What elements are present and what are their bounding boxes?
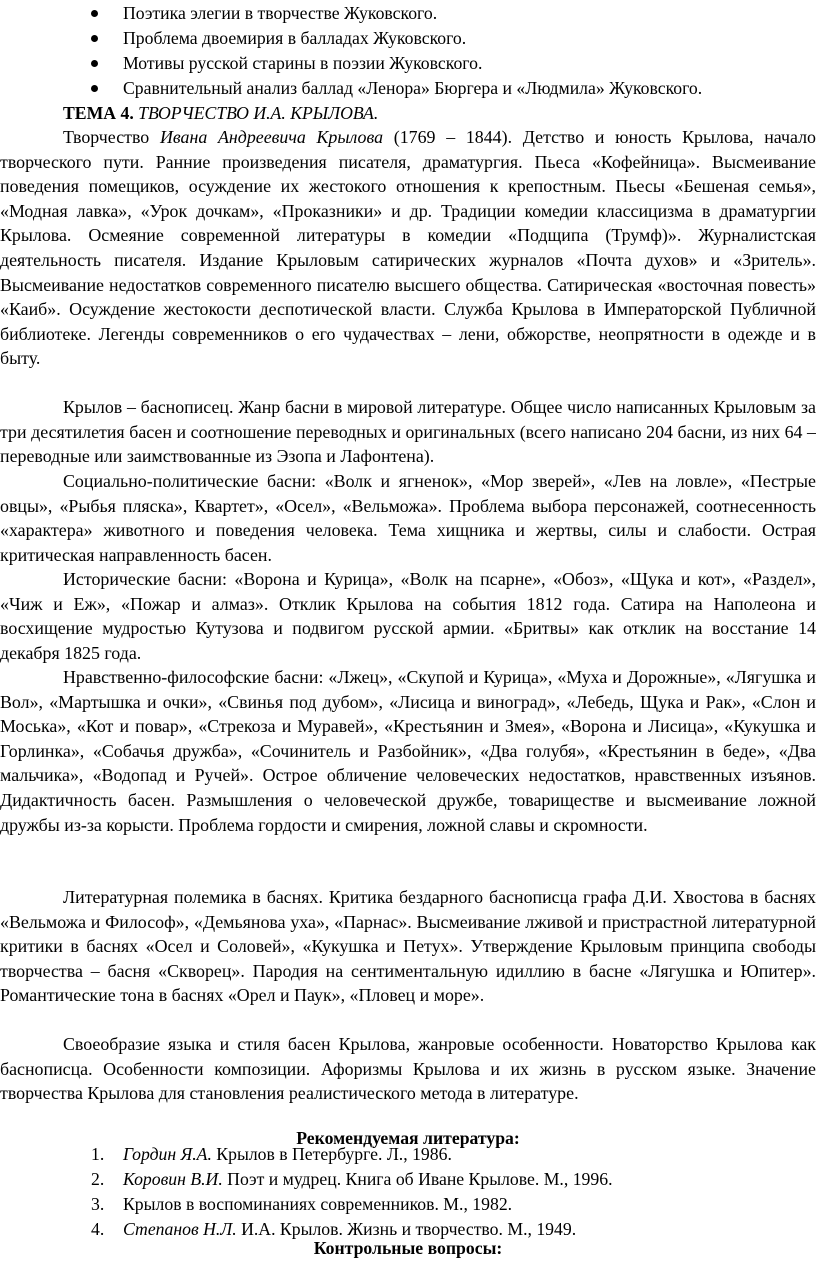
paragraph-biography xyxy=(0,125,816,371)
paragraph-social-fables: Социально-политические басни: «Волк и ягненок», «Мор зверей», «Лев на ловле», «Пестрые овцы», «Рыбья пляска», Квартет», «Осел», «Вельможа». Проблема выбора персонажей, соотнесенность «характера» животного и поведения человека. Тема хищника и жертвы, силы и слабости. Острая критическая направленность басен. xyxy=(0,471,816,565)
paragraph-fabulist: Крылов – баснописец. Жанр басни в мировой литературе. Общее число написанных Крыловым за три десятилетия басен и соотношение переводных и оригинальных (всего написано 204 басни, из них 64 – переводные или заимствованные из Эзопа и Лафонтена). xyxy=(0,397,816,467)
literature-item xyxy=(0,1167,816,1192)
book-title: И.А. Крылов. Жизнь и творчество. М., 1949. xyxy=(236,1219,577,1239)
list-number: 3. xyxy=(91,1194,105,1214)
paragraph-language-style: Своеобразие языка и стиля басен Крылова, жанровые особенности. Новаторство Крылова как баснописца. Особенности композиции. Афоризмы Крылова и их жизнь в русском языке. Значение творчества Крылова для становления реалистического метода в литературе. xyxy=(0,1034,816,1104)
literature-entry xyxy=(123,1167,613,1192)
bullet-text: Мотивы русской старины в поэзии Жуковского. xyxy=(123,53,483,73)
bullet-icon xyxy=(91,60,98,67)
literature-list xyxy=(0,1138,816,1238)
bullet-item xyxy=(0,51,816,76)
book-title: Поэт и мудрец. Книга об Иване Крылове. М., 1996. xyxy=(222,1169,613,1189)
paragraph-text: (1769 – 1844). Детство и юность Крылова, начало творческого пути. Ранние произведения писателя, драматургия. Пьеса «Кофейница». Высмеивание поведения помещиков, осуждение их жестокого отношения к крепостным. Пьесы «Бешеная семья», «Модная лавка», «Урок дочкам», «Проказники» и др. Традиции комедии классицизма в драматургии Крылова. Осмеяние современной литературы в комедии «Подщипа (Трумф)». Журналистская деятельность писателя. Издание Крыловым сатирических журналов «Почта духов» и «Зритель». Высмеивание недостатков современного писателю высшего общества. Сатирическая «восточная повесть» «Каиб». Осуждение жестокости деспотической власти. Служба Крылова в Императорской Публичной библиотеке. Легенды современников о его чудачествах – лени, обжорстве, неопрятности в одежде и в быту. xyxy=(0,127,816,369)
topic-label: ТЕМА 4. xyxy=(63,103,134,123)
literature-entry xyxy=(123,1142,452,1167)
bullet-icon xyxy=(91,85,98,92)
author-name: Степанов Н.Л. xyxy=(123,1219,237,1239)
questions-heading: Контрольные вопросы: xyxy=(313,1238,503,1258)
author-name: Коровин В.И. xyxy=(123,1169,223,1189)
bullet-item xyxy=(0,1,816,26)
bullet-icon xyxy=(91,35,98,42)
list-number: 4. xyxy=(91,1219,105,1239)
bullet-item xyxy=(0,26,816,51)
paragraph-historical-fables: Исторические басни: «Ворона и Курица», «Волк на псарне», «Обоз», «Щука и кот», «Раздел», «Чиж и Еж», «Пожар и алмаз». Отклик Крылова на события 1812 года. Сатира на Наполеона и восхищение мудростью Кутузова и подвигом русской армии. «Бритвы» как отклик на восстание 14 декабря 1825 года. xyxy=(0,569,816,663)
list-number: 2. xyxy=(91,1169,105,1189)
topic-title xyxy=(63,101,378,126)
list-number: 1. xyxy=(91,1144,105,1164)
book-title: Крылов в Петербурге. Л., 1986. xyxy=(211,1144,452,1164)
literature-entry xyxy=(123,1192,512,1217)
paragraph-polemics: Литературная полемика в баснях. Критика бездарного баснописца графа Д.И. Хвостова в баснях «Вельможа и Философ», «Демьянова уха», «Парнас». Высмеивание лживой и пристрастной литературной критики в баснях «Осел и Соловей», «Кукушка и Петух». Утверждение Крыловым принципа свободы творчества – басня «Скворец». Пародия на сентиментальную идиллию в басне «Лягушка и Юпитер». Романтические тона в баснях «Орел и Паук», «Пловец и море». xyxy=(0,887,816,1006)
bullet-text: Проблема двоемирия в балладах Жуковского. xyxy=(123,28,467,48)
bullet-icon xyxy=(91,10,98,17)
literature-heading: Рекомендуемая литература: xyxy=(296,1128,520,1148)
bullet-item xyxy=(0,76,816,101)
paragraph-moral-fables: Нравственно-философские басни: «Лжец», «Скупой и Курица», «Муха и Дорожные», «Лягушка и Вол», «Мартышка и очки», «Свинья под дубом», «Лисица и виноград», «Лебедь, Щука и Рак», «Слон и Моська», «Кот и повар», «Стрекоза и Муравей», «Крестьянин и Змея», «Ворона и Лисица», «Кукушка и Горлинка», «Собачья дружба», «Сочинитель и Разбойник», «Два голубя», «Крестьянин в беде», «Два мальчика», «Водопад и Ручей». Острое обличение человеческих недостатков, нравственных изъянов. Дидактичность басен. Размышления о человеческой дружбе, товариществе и высмеивание ложной дружбы из-за корысти. Проблема гордости и смирения, ложной славы и скромности. xyxy=(0,667,816,835)
bullet-text: Сравнительный анализ баллад «Ленора» Бюргера и «Людмила» Жуковского. xyxy=(123,78,703,98)
bullet-text: Поэтика элегии в творчестве Жуковского. xyxy=(123,3,438,23)
literature-item xyxy=(0,1142,816,1167)
author-name: Ивана Андреевича Крылова xyxy=(159,127,384,147)
topic-name: ТВОРЧЕСТВО И.А. КРЫЛОВА. xyxy=(138,103,379,123)
author-name: Гордин Я.А. xyxy=(123,1144,212,1164)
literature-item xyxy=(0,1192,816,1217)
bullet-list xyxy=(0,0,816,100)
book-title: Крылов в воспоминаниях современников. М., 1982. xyxy=(123,1194,513,1214)
paragraph-text: Творчество xyxy=(63,127,160,147)
